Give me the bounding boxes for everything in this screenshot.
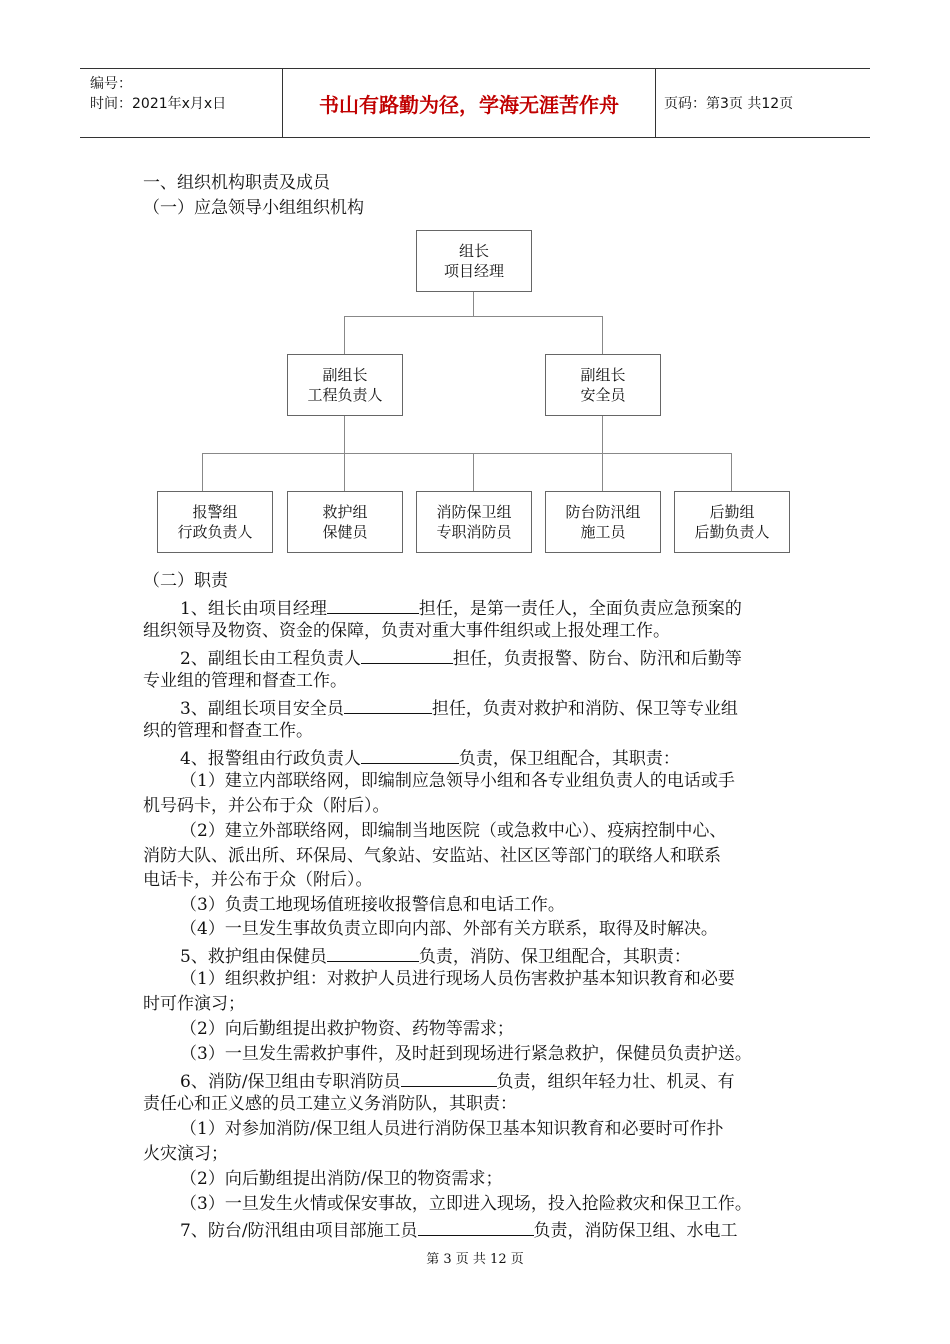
box-role: 项目经理 (443, 262, 504, 280)
connector (202, 453, 203, 491)
duty-line: （3）一旦发生需救护事件，及时赶到现场进行紧急救护，保健员负责护送。 (180, 1044, 752, 1064)
box-role: 行政负责人 (177, 523, 253, 541)
section-title: 一、组织机构职责及成员 (143, 173, 330, 193)
connector (602, 416, 603, 454)
header-meta (80, 69, 282, 137)
connector (344, 316, 603, 317)
duty-text: 负责，消防保卫组、水电工 (533, 1221, 738, 1241)
duty-line: 专业组的管理和督查工作。 (143, 671, 347, 691)
box-role: 施工员 (580, 523, 626, 541)
org-box-deputy-safety (545, 354, 661, 416)
fill-blank (344, 695, 432, 714)
org-box-rescue-group (287, 491, 403, 553)
duty-text: 担任，负责对救护和消防、保卫等专业组 (431, 699, 738, 719)
duty-text: 6、消防/保卫组由专职消防员 (180, 1072, 401, 1092)
duties-title: （二）职责 (143, 571, 228, 591)
box-title: 后勤组 (709, 503, 755, 521)
duty-line: （3）一旦发生火情或保安事故，立即进入现场，投入抢险救灾和保卫工作。 (180, 1194, 752, 1214)
box-role: 工程负责人 (307, 386, 383, 404)
connector (602, 316, 603, 354)
org-box-fire-security-group (416, 491, 532, 553)
section-subtitle: （一）应急领导小组组织机构 (143, 198, 364, 218)
duty-text: 3、副组长项目安全员 (180, 699, 344, 719)
fill-blank (401, 1068, 497, 1087)
connector (602, 453, 603, 491)
duty-line (180, 1068, 735, 1093)
fill-blank (327, 943, 419, 962)
fill-blank (327, 595, 419, 614)
duty-text: 4、报警组由行政负责人 (180, 749, 361, 769)
page-info: 页码：第3页 共12页 (664, 96, 794, 112)
duty-text: 担任，负责报警、防台、防汛和后勤等 (452, 649, 742, 669)
duty-text: 7、防台/防汛组由项目部施工员 (180, 1221, 418, 1241)
fill-blank (361, 645, 453, 664)
duty-text: 担任，是第一责任人，全面负责应急预案的 (418, 599, 742, 619)
page-header (80, 68, 870, 138)
duty-text: 1、组长由项目经理 (180, 599, 327, 619)
time-label: 时间：2021年x月x日 (90, 96, 227, 112)
org-box-typhoon-flood-group (545, 491, 661, 553)
box-title: 报警组 (192, 503, 238, 521)
duty-line: 消防大队、派出所、环保局、气象站、安监站、社区区等部门的联络人和联系 (143, 846, 721, 866)
duty-line (180, 645, 742, 670)
duty-text: 2、副组长由工程负责人 (180, 649, 361, 669)
duty-text: 负责，消防、保卫组配合，其职责： (418, 947, 691, 967)
motto: 书山有路勤为径，学海无涯苦作舟 (282, 69, 656, 137)
duty-line (180, 595, 742, 620)
box-role: 安全员 (580, 386, 626, 404)
connector (473, 292, 474, 317)
org-box-logistics-group (674, 491, 790, 553)
duty-line: 织的管理和督查工作。 (143, 721, 313, 741)
fill-blank (361, 745, 459, 764)
box-role: 专职消防员 (436, 523, 512, 541)
connector (344, 316, 345, 354)
duty-text: 5、救护组由保健员 (180, 947, 327, 967)
duty-line (180, 943, 691, 968)
duty-text: 负责，保卫组配合，其职责： (458, 749, 680, 769)
box-title: 副组长 (580, 366, 626, 384)
duty-line: （3）负责工地现场值班接收报警信息和电话工作。 (180, 895, 565, 915)
duty-text: 负责，组织年轻力壮、机灵、有 (496, 1072, 735, 1092)
duty-line: （2）向后勤组提出救护物资、药物等需求； (180, 1019, 514, 1039)
connector (344, 453, 345, 491)
box-title: 副组长 (322, 366, 368, 384)
org-box-leader (416, 230, 532, 292)
duty-line: 时可作演习； (143, 994, 245, 1014)
box-title: 组长 (458, 242, 489, 260)
duty-line (180, 695, 738, 720)
duty-line: （1）组织救护组：对救护人员进行现场人员伤害救护基本知识教育和必要 (180, 969, 735, 989)
duty-line (180, 1217, 738, 1242)
org-box-alarm-group (157, 491, 273, 553)
box-title: 救护组 (322, 503, 368, 521)
org-box-deputy-engineering (287, 354, 403, 416)
duty-line: 机号码卡，并公布于众（附后）。 (143, 796, 390, 816)
duty-line: （2）建立外部联络网，即编制当地医院（或急救中心）、疫病控制中心、 (180, 821, 727, 841)
box-role: 后勤负责人 (694, 523, 770, 541)
connector (473, 453, 474, 491)
duty-line: （1）建立内部联络网，即编制应急领导小组和各专业组负责人的电话或手 (180, 771, 735, 791)
duty-line: 电话卡，并公布于众（附后）。 (143, 870, 373, 890)
duty-line: 责任心和正义感的员工建立义务消防队，其职责： (143, 1094, 517, 1114)
connector (202, 453, 732, 454)
connector (731, 453, 732, 491)
duty-line: 火灾演习； (143, 1144, 228, 1164)
connector (344, 416, 345, 454)
duty-line: 组织领导及物资、资金的保障，负责对重大事件组织或上报处理工作。 (143, 621, 670, 641)
page-footer: 第 3 页 共 12 页 (426, 1252, 524, 1267)
fill-blank (418, 1217, 534, 1236)
box-title: 防台防汛组 (565, 503, 641, 521)
duty-line: （2）向后勤组提出消防/保卫的物资需求； (180, 1169, 503, 1189)
duty-line: （1）对参加消防/保卫组人员进行消防保卫基本知识教育和必要时可作扑 (180, 1119, 724, 1139)
duty-line: （4）一旦发生事故负责立即向内部、外部有关方联系，取得及时解决。 (180, 919, 718, 939)
box-role: 保健员 (322, 523, 368, 541)
box-title: 消防保卫组 (436, 503, 512, 521)
duty-line (180, 745, 680, 770)
number-label: 编号： (90, 76, 132, 92)
